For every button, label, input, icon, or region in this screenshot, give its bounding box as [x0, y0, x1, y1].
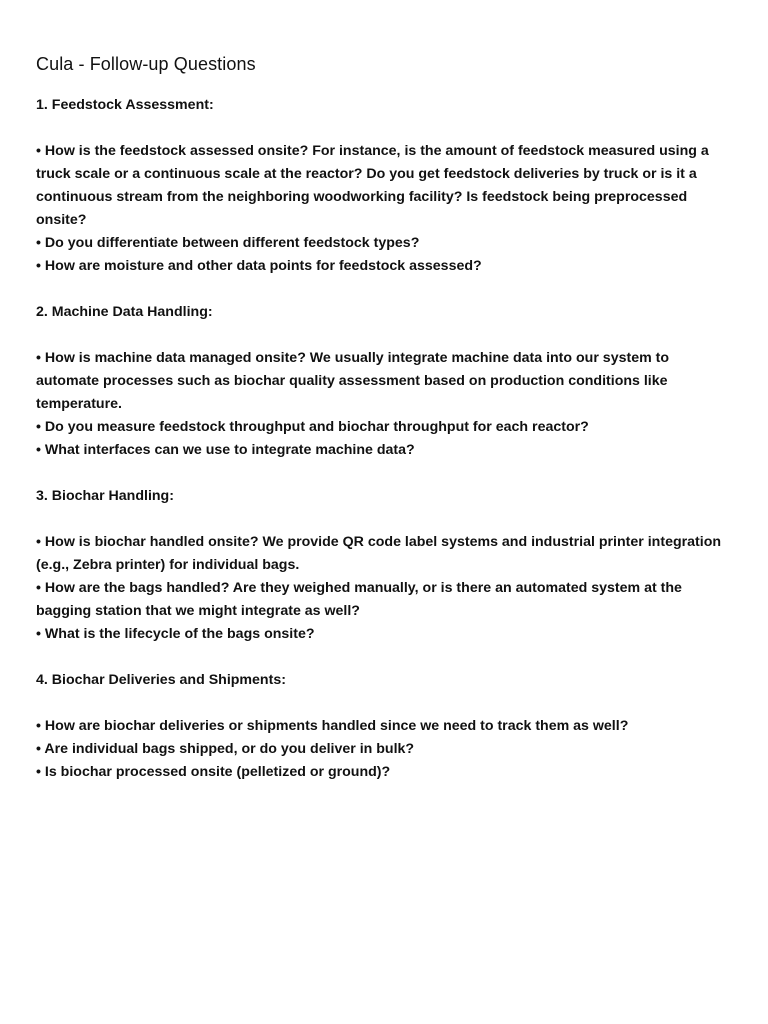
- question-item: • Do you differentiate between different feedstock types?: [36, 235, 420, 251]
- question-item: • What is the lifecycle of the bags onsite?: [36, 626, 315, 642]
- question-list: [36, 531, 732, 646]
- section-biochar-deliveries-and-shipments: [36, 669, 732, 784]
- question-list: [36, 347, 732, 462]
- section-feedstock-assessment: [36, 94, 732, 278]
- question-list: [36, 140, 732, 278]
- section-machine-data-handling: [36, 301, 732, 462]
- question-item: • How is machine data managed onsite? We usually integrate machine data into our system to automate processes such as biochar quality assessment based on production conditions like temperature.: [36, 350, 670, 412]
- document-title: Cula - Follow-up Questions: [36, 54, 256, 74]
- section-heading: 1. Feedstock Assessment:: [36, 97, 214, 113]
- question-item: • How is biochar handled onsite? We provide QR code label systems and industrial printer integration (e.g., Zebra printer) for individual bags.: [36, 534, 722, 573]
- section-biochar-handling: [36, 485, 732, 646]
- question-item: • How is the feedstock assessed onsite? For instance, is the amount of feedstock measured using a truck scale or a continuous scale at the reactor? Do you get feedstock deliveries by truck or is it a continuous stream from the neighboring woodworking facility? Is feedstock being preprocessed onsite?: [36, 143, 709, 228]
- section-heading: 2. Machine Data Handling:: [36, 304, 213, 320]
- section-heading: 3. Biochar Handling:: [36, 488, 174, 504]
- question-item: • How are the bags handled? Are they weighed manually, or is there an automated system at the bagging station that we might integrate as well?: [36, 580, 682, 619]
- section-heading: 4. Biochar Deliveries and Shipments:: [36, 672, 286, 688]
- question-item: • How are biochar deliveries or shipments handled since we need to track them as well?: [36, 718, 629, 734]
- question-item: • Do you measure feedstock throughput and biochar throughput for each reactor?: [36, 419, 589, 435]
- question-item: • Is biochar processed onsite (pelletized or ground)?: [36, 764, 391, 780]
- question-item: • How are moisture and other data points for feedstock assessed?: [36, 258, 482, 274]
- question-list: [36, 715, 732, 784]
- question-item: • Are individual bags shipped, or do you deliver in bulk?: [36, 741, 415, 757]
- question-item: • What interfaces can we use to integrate machine data?: [36, 442, 415, 458]
